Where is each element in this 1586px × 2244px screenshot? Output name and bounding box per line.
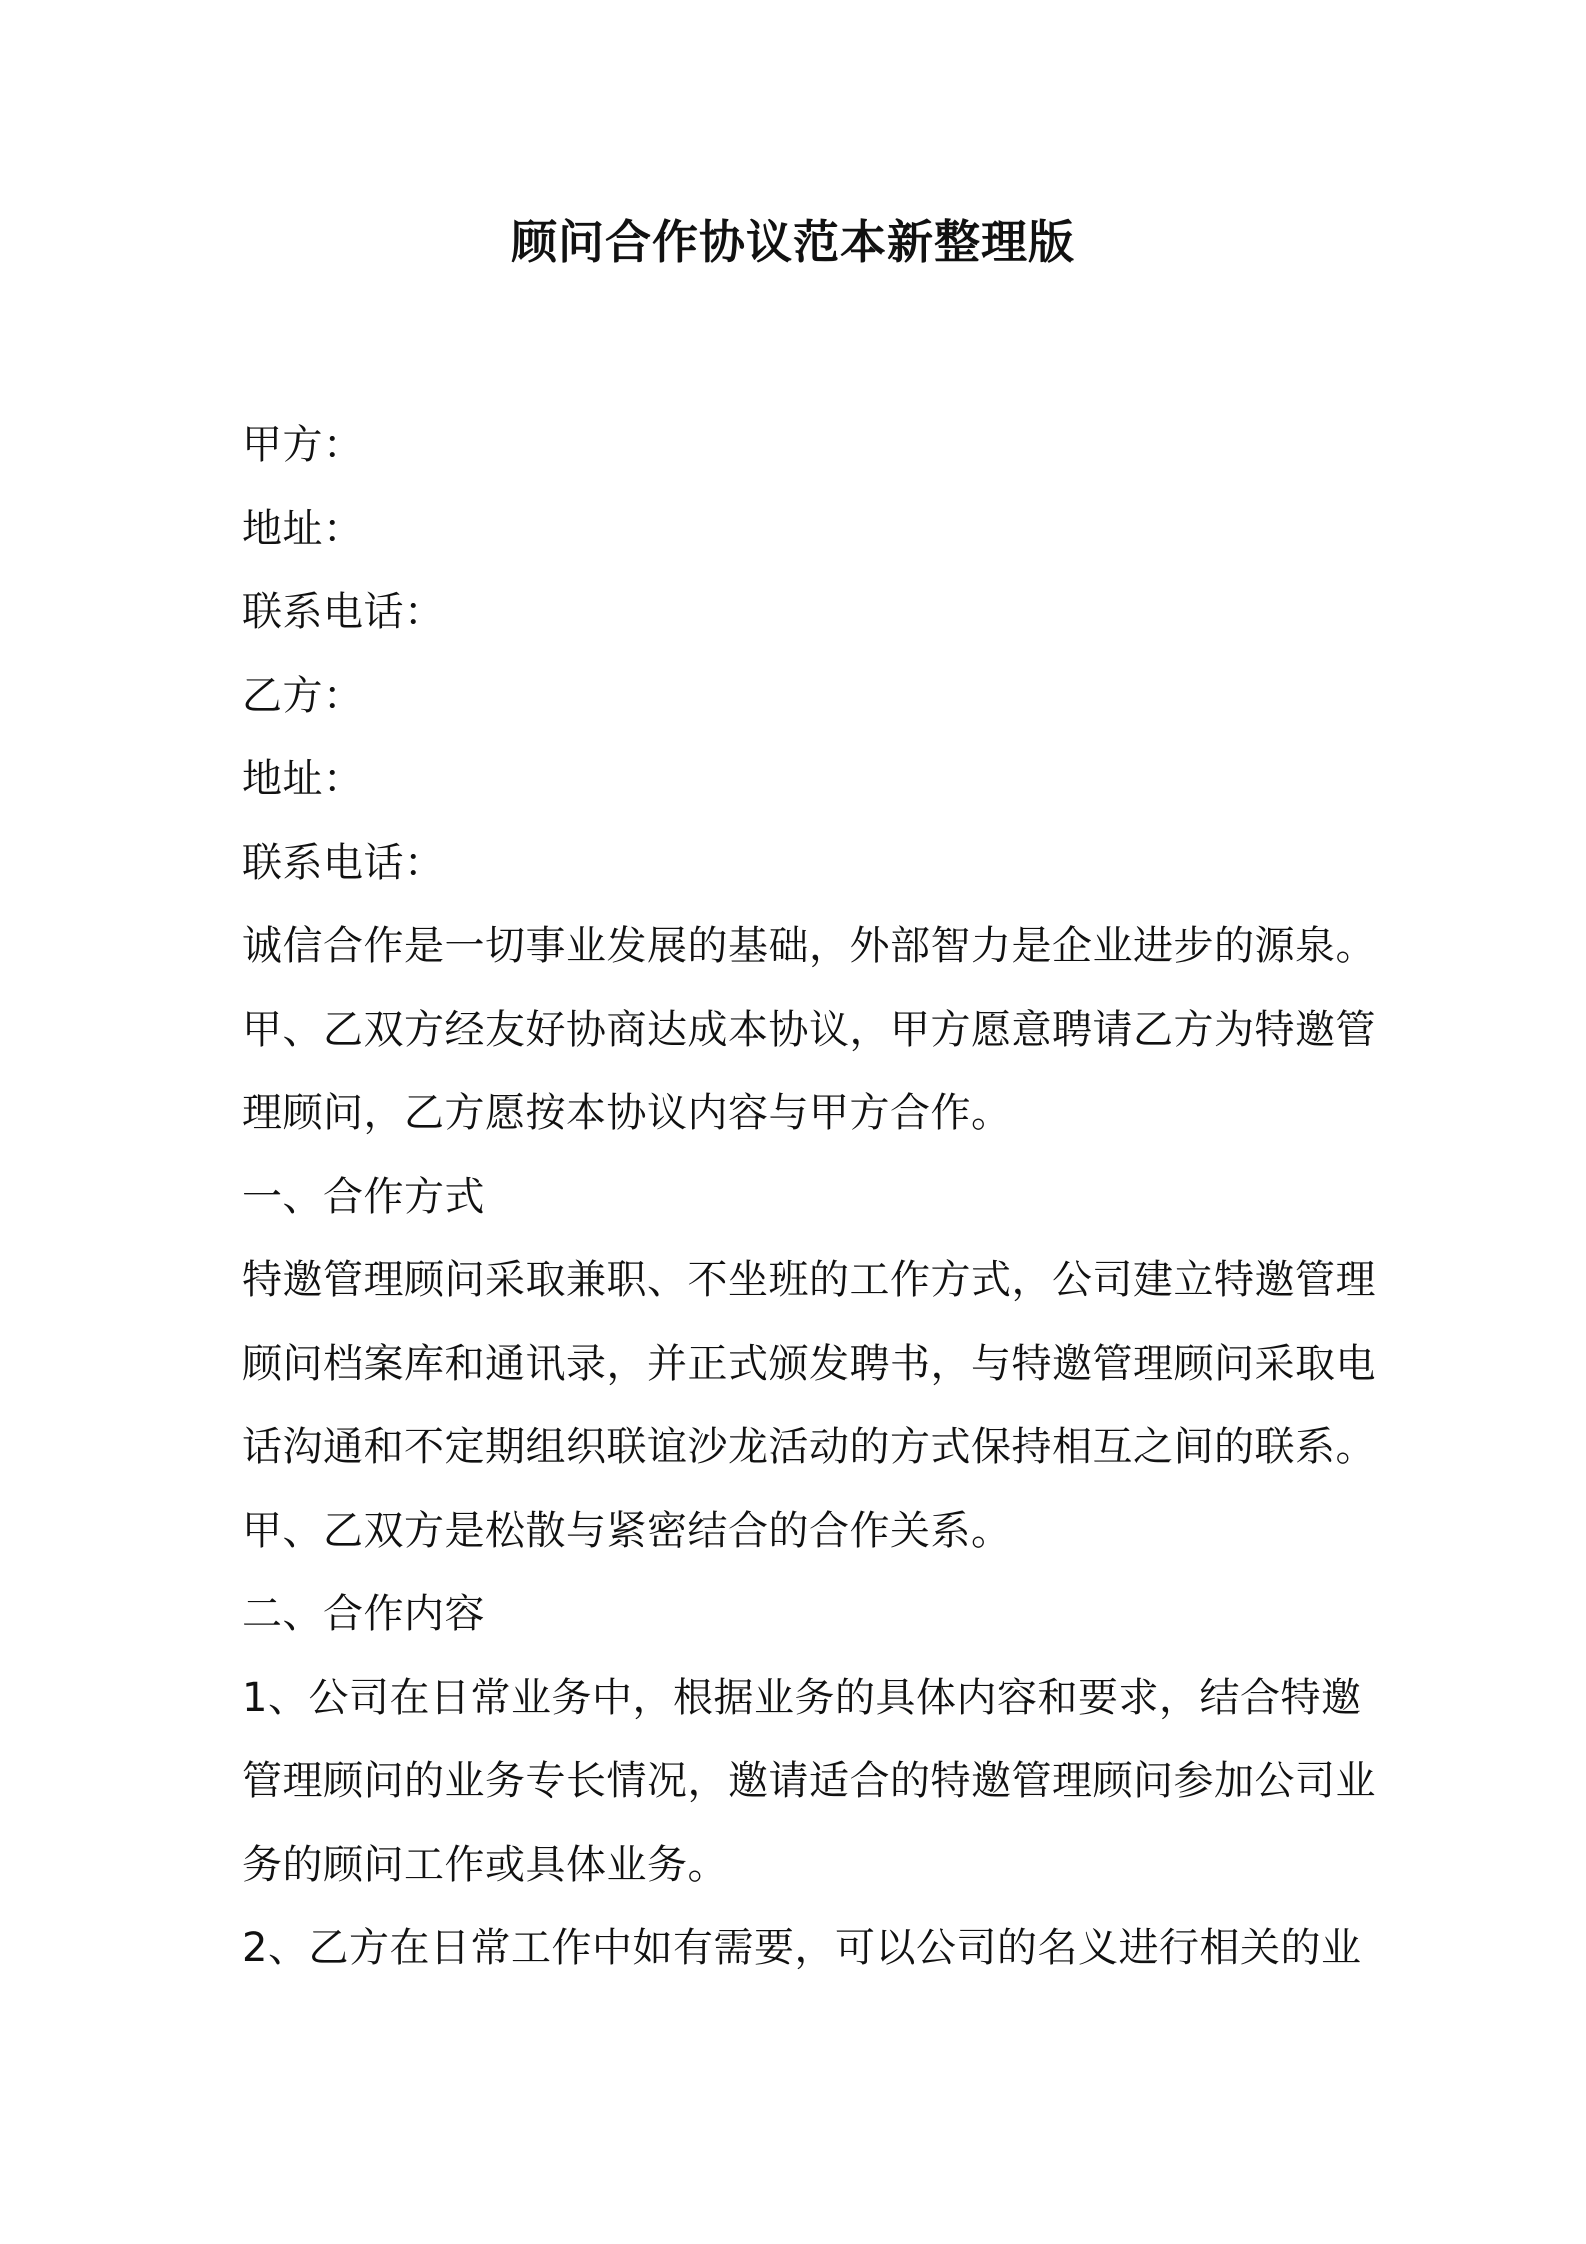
paragraph-line: 话沟通和不定期组织联谊沙龙活动的方式保持相互之间的联系。 [242,1424,1376,1470]
paragraph-line: 2、乙方在日常工作中如有需要，可以公司的名义进行相关的业 [242,1925,1362,1971]
paragraph-line: 顾问档案库和通讯录，并正式颁发聘书，与特邀管理顾问采取电 [242,1340,1376,1387]
paragraph-line: 1、公司在日常业务中，根据业务的具体内容和要求，结合特邀 [242,1674,1362,1721]
paragraph-line: 特邀管理顾问采取兼职、不坐班的工作方式，公司建立特邀管理 [242,1257,1376,1303]
paragraph-line: 甲、乙双方经友好协商达成本协议，甲方愿意聘请乙方为特邀管 [242,1006,1376,1053]
section-heading: 二、合作内容 [242,1591,485,1637]
document-title: 顾问合作协议范本新整理版 [511,215,1075,269]
party-b-address-label: 地址： [242,756,364,802]
party-a-address-label: 地址： [242,505,364,552]
paragraph-line: 务的顾问工作或具体业务。 [242,1841,728,1888]
party-b-label: 乙方： [242,672,364,719]
party-a-label: 甲方： [242,422,364,468]
document-body [242,404,1376,1991]
paragraph-line: 诚信合作是一切事业发展的基础，外部智力是企业进步的源泉。 [242,923,1376,969]
paragraph-line: 甲、乙双方是松散与紧密结合的合作关系。 [242,1507,1012,1554]
paragraph-line: 理顾问，乙方愿按本协议内容与甲方合作。 [242,1090,1012,1136]
party-b-phone-label: 联系电话： [242,839,445,886]
section-heading: 一、合作方式 [242,1173,485,1220]
party-a-phone-label: 联系电话： [242,589,445,635]
paragraph-line: 管理顾问的业务专长情况，邀请适合的特邀管理顾问参加公司业 [242,1758,1376,1804]
